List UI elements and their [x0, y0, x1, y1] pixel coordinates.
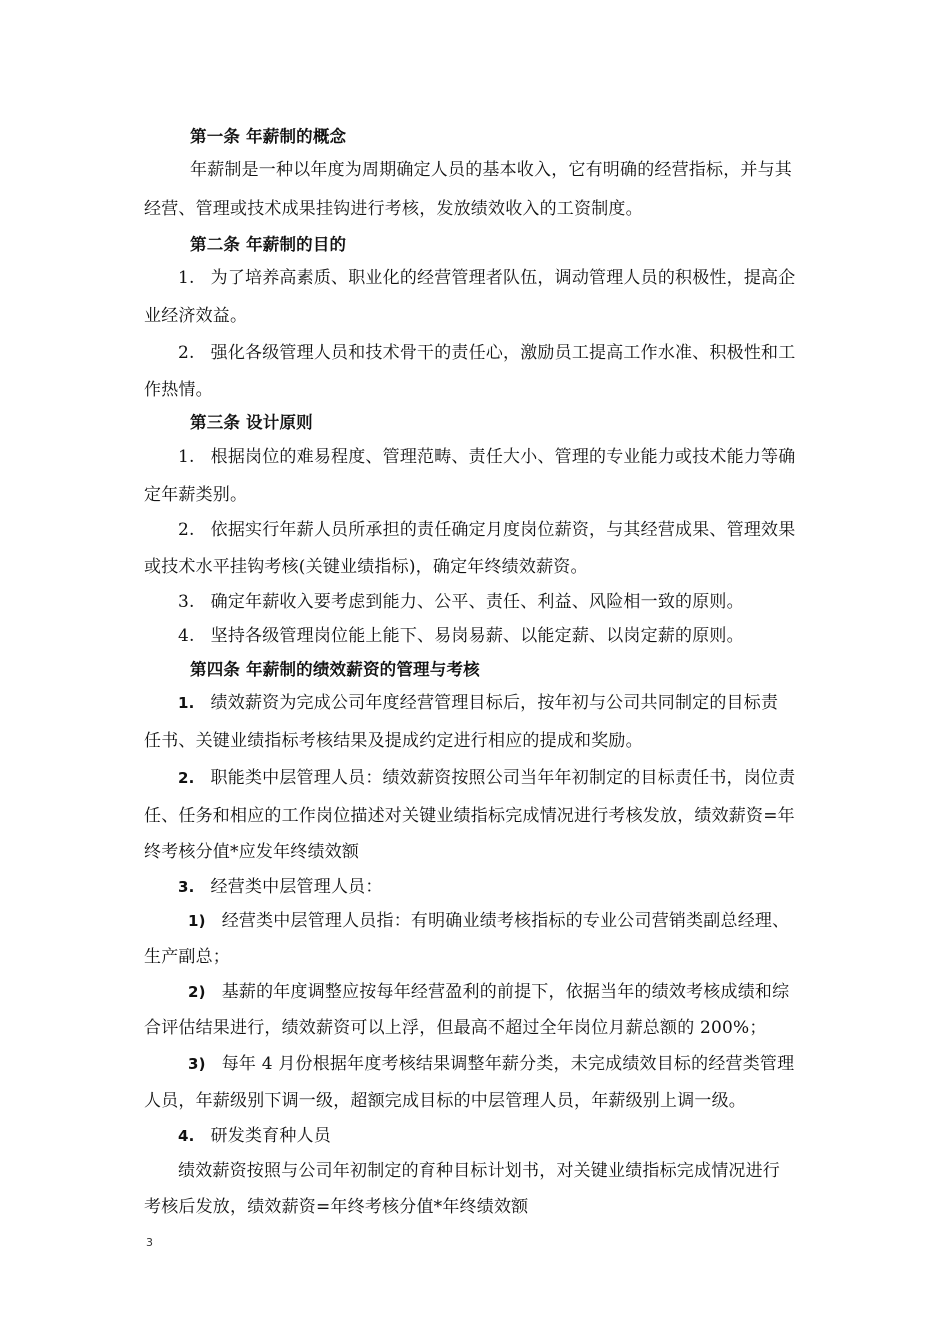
item-text: 为了培养高素质、职业化的经营管理者队伍，调动管理人员的积极性，提高企 [210, 268, 796, 288]
list-item-continuation: 业经济效益。 [144, 306, 248, 326]
item-text: 每年 4 月份根据年度考核结果调整年薪分类，未完成绩效目标的经营类管理 [221, 1054, 795, 1074]
item-number: 4. [178, 1127, 195, 1145]
sub-item-number: 3) [188, 1055, 206, 1073]
sub-item-number: 1) [188, 912, 206, 930]
list-item [178, 341, 795, 365]
list-item [178, 691, 778, 715]
list-item [178, 766, 795, 790]
item-text: 基薪的年度调整应按每年经营盈利的前提下，依据当年的绩效考核成绩和综 [221, 982, 790, 1002]
article-1-heading: 第一条 年薪制的概念 [190, 127, 347, 146]
item-number: 1. [178, 447, 195, 467]
article-2-heading: 第二条 年薪制的目的 [190, 235, 347, 254]
list-item [178, 875, 383, 899]
page-number: 3 [146, 1236, 153, 1249]
item-text: 坚持各级管理岗位能上能下、易岗易薪、以能定薪、以岗定薪的原则。 [210, 626, 744, 646]
item-number: 4. [178, 626, 195, 646]
item-number: 3. [178, 878, 195, 896]
item-text: 职能类中层管理人员：绩效薪资按照公司当年年初制定的目标责任书，岗位责 [210, 768, 796, 788]
article-3-heading: 第三条 设计原则 [190, 413, 313, 432]
list-item-continuation: 任书、关键业绩指标考核结果及提成约定进行相应的提成和奖励。 [144, 731, 643, 751]
sub-list-item [188, 909, 789, 933]
article-1-paragraph-line: 经营、管理或技术成果挂钩进行考核，发放绩效收入的工资制度。 [144, 199, 643, 219]
list-item [178, 445, 795, 469]
item-text: 依据实行年薪人员所承担的责任确定月度岗位薪资，与其经营成果、管理效果 [210, 520, 796, 540]
item-text: 根据岗位的难易程度、管理范畴、责任大小、管理的专业能力或技术能力等确 [210, 447, 796, 467]
item-number: 2. [178, 520, 195, 540]
list-item [178, 266, 795, 290]
paragraph-line: 绩效薪资按照与公司年初制定的育种目标计划书，对关键业绩指标完成情况进行 [178, 1161, 780, 1181]
item-number: 3. [178, 592, 195, 612]
sub-list-item [188, 1052, 794, 1076]
list-item-continuation: 生产副总； [144, 947, 230, 967]
list-item-continuation: 或技术水平挂钩考核(关键业绩指标)，确定年终绩效薪资。 [144, 557, 588, 577]
paragraph-line: 考核后发放，绩效薪资=年终考核分值*年终绩效额 [144, 1197, 529, 1217]
item-text: 绩效薪资为完成公司年度经营管理目标后，按年初与公司共同制定的目标责 [210, 693, 779, 713]
item-number: 2. [178, 343, 195, 363]
sub-list-item [188, 980, 789, 1004]
item-text: 经营类中层管理人员指：有明确业绩考核指标的专业公司营销类副总经理、 [221, 911, 790, 931]
item-text: 经营类中层管理人员： [210, 877, 383, 897]
list-item [178, 1124, 331, 1148]
article-4-heading: 第四条 年薪制的绩效薪资的管理与考核 [190, 660, 480, 679]
list-item-continuation: 作热情。 [144, 380, 213, 400]
list-item [178, 590, 744, 614]
list-item-continuation: 人员，年薪级别下调一级，超额完成目标的中层管理人员，年薪级别上调一级。 [144, 1091, 746, 1111]
list-item [178, 518, 795, 542]
item-text: 确定年薪收入要考虑到能力、公平、责任、利益、风险相一致的原则。 [210, 592, 744, 612]
list-item-continuation: 终考核分值*应发年终绩效额 [144, 842, 360, 862]
item-number: 2. [178, 769, 195, 787]
item-text: 强化各级管理人员和技术骨干的责任心，激励员工提高工作水准、积极性和工 [210, 343, 796, 363]
list-item-continuation: 定年薪类别。 [144, 485, 248, 505]
item-number: 1. [178, 694, 195, 712]
list-item [178, 624, 744, 648]
article-1-paragraph-line: 年薪制是一种以年度为周期确定人员的基本收入，它有明确的经营指标，并与其 [190, 160, 792, 180]
sub-item-number: 2) [188, 983, 206, 1001]
list-item-continuation: 任、任务和相应的工作岗位描述对关键业绩指标完成情况进行考核发放，绩效薪资=年 [144, 806, 795, 826]
item-text: 研发类育种人员 [210, 1126, 331, 1146]
list-item-continuation: 合评估结果进行，绩效薪资可以上浮，但最高不超过全年岗位月薪总额的 200%； [144, 1018, 767, 1038]
item-number: 1. [178, 268, 195, 288]
